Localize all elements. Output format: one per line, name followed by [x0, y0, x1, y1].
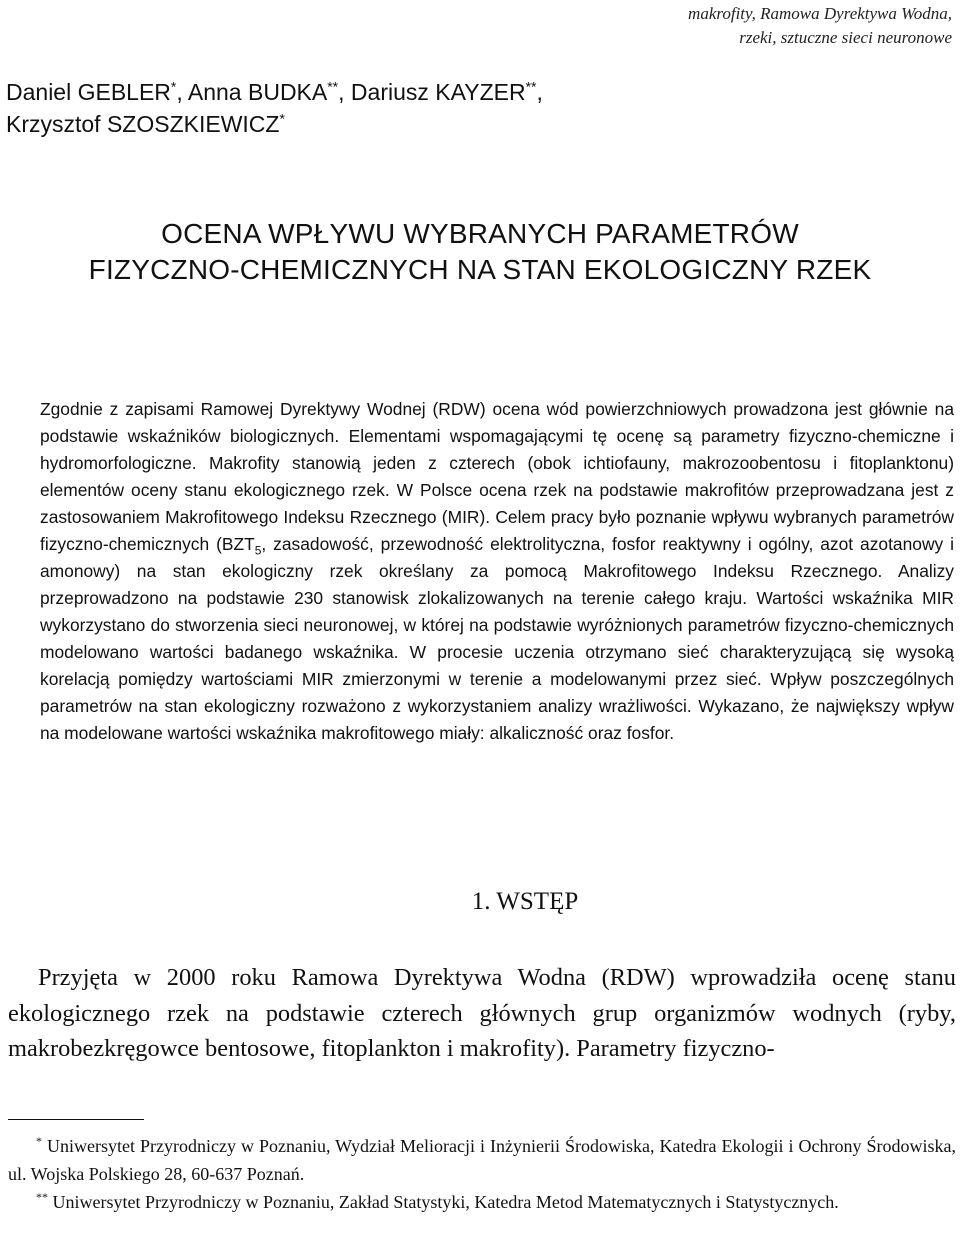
author-4-mark: * [279, 110, 285, 127]
footnote-2-mark: ** [36, 1190, 48, 1204]
keywords [532, 2, 952, 50]
footnote-1 [8, 1132, 956, 1188]
keywords-line-1: makrofity, Ramowa Dyrektywa Wodna, [688, 4, 952, 23]
footnote-2 [8, 1188, 956, 1216]
author-4: Krzysztof SZOSZKIEWICZ [6, 111, 280, 137]
abstract-text-1: Zgodnie z zapisami Ramowej Dyrektywy Wodnej (RDW) ocena wód powierzchniowych prowadzona jest głównie na podstawie wskaźników biologicznych. Elementami wspomagającymi tę ocenę są parametry fizyczno-chemiczne i hydromorfologiczne. Makrofity stanowią jeden z czterech (obok ichtiofauny, makrozoobentosu i fitoplanktonu) elementów oceny stanu ekologicznego rzek. W Polsce ocena rzek na podstawie makrofitów przeprowadzana jest z zastosowaniem Makrofitowego Indeksu Rzecznego (MIR). Celem pracy było poznanie wpływu wybranych parametrów fizyczno-chemicznych (BZT [40, 399, 954, 554]
keywords-line-2: rzeki, sztuczne sieci neuronowe [739, 28, 952, 47]
author-3: , Dariusz KAYZER [338, 79, 526, 105]
abstract [40, 396, 954, 747]
section-heading: 1. WSTĘP [471, 888, 579, 915]
authors-line-2 [6, 108, 726, 140]
author-1: Daniel GEBLER [6, 79, 171, 105]
abstract-subscript: 5 [254, 543, 262, 558]
author-2-mark: ** [327, 78, 339, 95]
footnote-2-text: Uniwersytet Przyrodniczy w Poznaniu, Zakład Statystyki, Katedra Metod Matematycznych i Statystycznych. [48, 1192, 839, 1212]
author-1-mark: * [170, 78, 177, 95]
abstract-text-2: , zasadowość, przewodność elektrolityczna, fosfor reaktywny i ogólny, azot azotanowy i amonowy) na stan ekologiczny rzek określany za pomocą Makrofitowego Indeksu Rzecznego. Analizy przeprowadzono na podstawie 230 stanowisk zlokalizowanych na terenie całego kraju. Wartości wskaźnika MIR wykorzystano do stworzenia sieci neuronowej, w której na podstawie wyróżnionych parametrów fizyczno-chemicznych modelowano wartości badanego wskaźnika. W procesie uczenia otrzymano sieć charakteryzującą się wysoką korelacją pomiędzy wartościami MIR zmierzonymi w terenie a modelowanymi przez sieć. Wpływ poszczególnych parametrów na stan ekologiczny rozważono z wykorzystaniem analizy wrażliwości. Wykazano, że największy wpływ na modelowane wartości wskaźnika makrofitowego miały: alkaliczność oraz fosfor. [40, 534, 955, 743]
paper-title-line-2: FIZYCZNO-CHEMICZNYCH NA STAN EKOLOGICZNY RZEK [88, 254, 872, 285]
paper-title-line-1: OCENA WPŁYWU WYBRANYCH PARAMETRÓW [161, 218, 799, 249]
footnote-divider [8, 1119, 144, 1120]
author-2: , Anna BUDKA [176, 79, 328, 105]
authors [6, 76, 726, 140]
intro-text: Przyjęta w 2000 roku Ramowa Dyrektywa Wodna (RDW) wprowadziła ocenę stanu ekologicznego rzek na podstawie czterech głównych grup organizmów wodnych (ryby, makrobezkręgowce bentosowe, fitoplankton i makrofity). Parametry fizyczno- [8, 964, 956, 1062]
intro-paragraph [8, 960, 956, 1067]
authors-line-1 [6, 76, 726, 108]
author-separator: , [536, 79, 543, 105]
paper-title [0, 216, 960, 288]
author-3-mark: ** [525, 78, 537, 95]
footnotes [8, 1132, 956, 1216]
footnote-1-text: Uniwersytet Przyrodniczy w Poznaniu, Wydział Melioracji i Inżynierii Środowiska, Katedra Ekologii i Ochrony Środowiska, ul. Wojska Polskiego 28, 60-637 Poznań. [8, 1136, 956, 1184]
footnote-1-mark: * [36, 1134, 42, 1148]
